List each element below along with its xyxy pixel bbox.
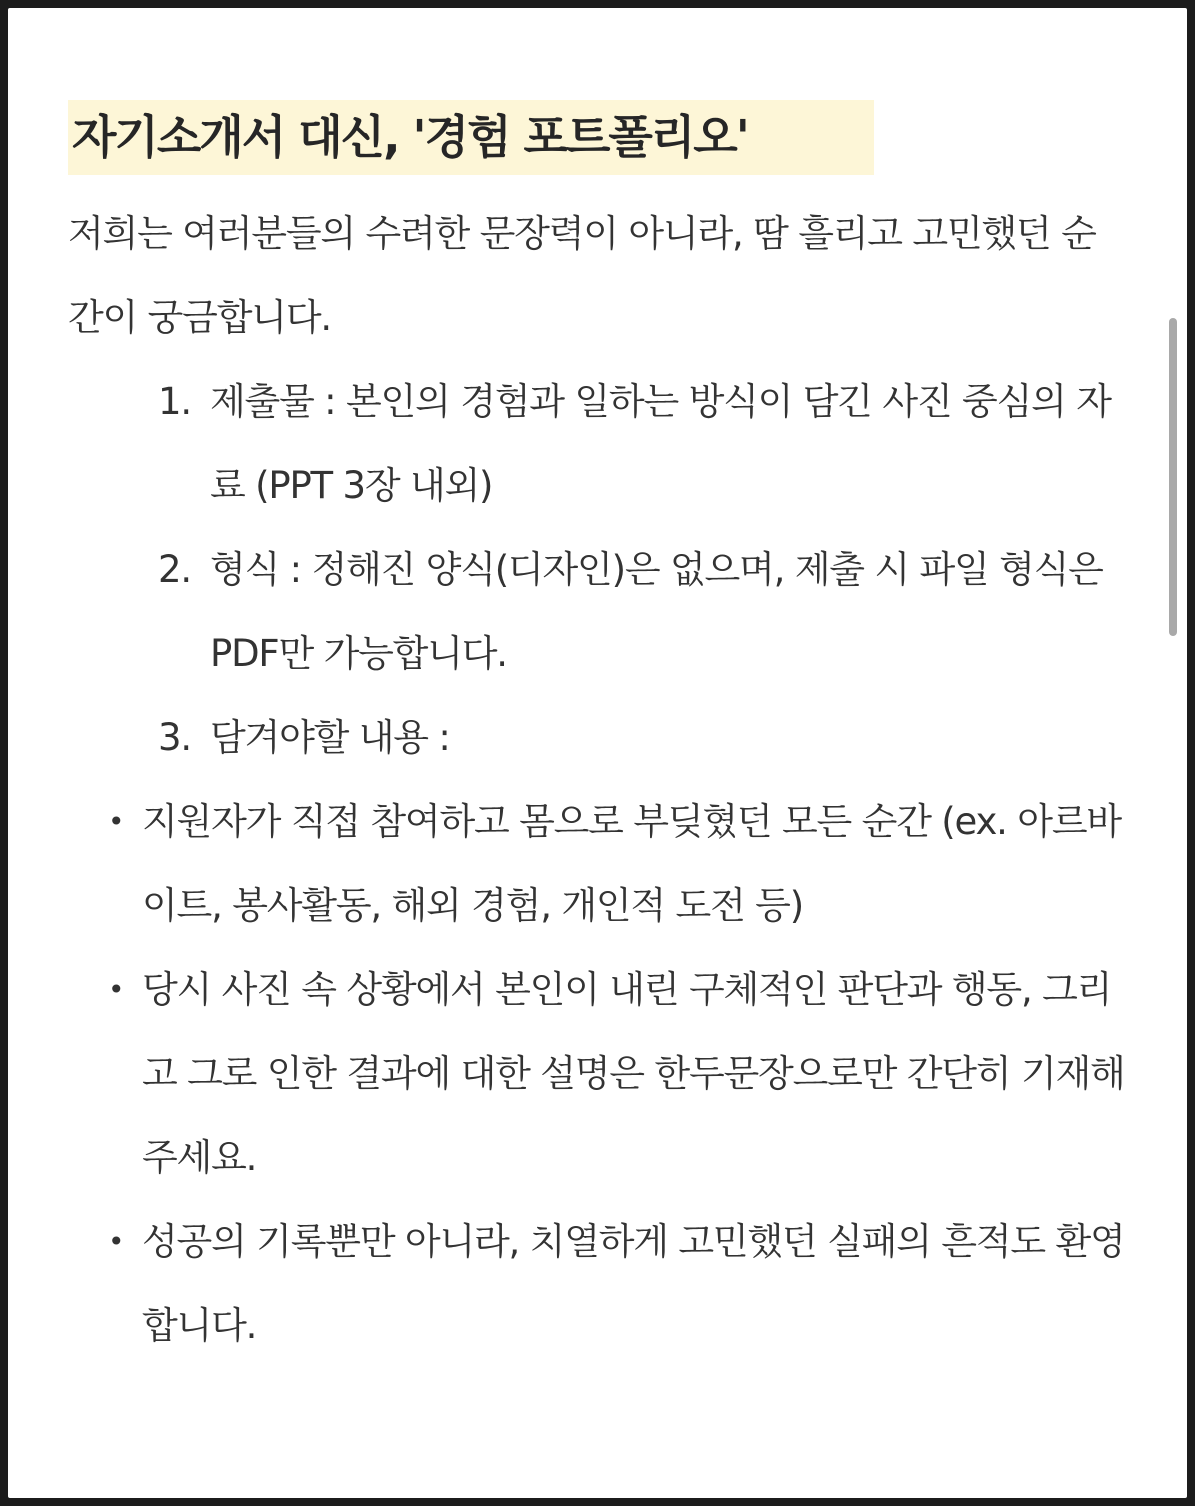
vertical-scrollbar[interactable] bbox=[1169, 318, 1177, 636]
bullet-item-text: 지원자가 직접 참여하고 몸으로 부딪혔던 모든 순간 (ex. 아르바이트, 봉사활동, 해외 경험, 개인적 도전 등) bbox=[142, 800, 1121, 927]
list-number: 2. bbox=[158, 548, 191, 591]
bullet-item-text: 당시 사진 속 상황에서 본인이 내린 구체적인 판단과 행동, 그리고 그로 인한 결과에 대한 설명은 한두문장으로만 간단히 기재해주세요. bbox=[142, 968, 1125, 1179]
bullet-list bbox=[108, 780, 1128, 1368]
bullet-item bbox=[108, 948, 1128, 1200]
list-item bbox=[158, 696, 1118, 780]
bullet-item bbox=[108, 1200, 1128, 1368]
section-title: 자기소개서 대신, '경험 포트폴리오' bbox=[68, 100, 874, 175]
list-item bbox=[158, 360, 1118, 528]
list-item-text: 담겨야할 내용 : bbox=[210, 716, 450, 759]
bullet-icon: • bbox=[108, 1225, 124, 1258]
numbered-list bbox=[158, 360, 1118, 780]
list-item-text: 제출물 : 본인의 경험과 일하는 방식이 담긴 사진 중심의 자료 (PPT 3장 내외) bbox=[210, 380, 1111, 507]
list-item-text: 형식 : 정해진 양식(디자인)은 없으며, 제출 시 파일 형식은 PDF만 가능합니다. bbox=[210, 548, 1103, 675]
bullet-icon: • bbox=[108, 973, 124, 1006]
bullet-item bbox=[108, 780, 1128, 948]
list-item bbox=[158, 528, 1118, 696]
list-number: 1. bbox=[158, 380, 191, 423]
intro-paragraph: 저희는 여러분들의 수려한 문장력이 아니라, 땀 흘리고 고민했던 순간이 궁금합니다. bbox=[68, 212, 1096, 339]
bullet-icon: • bbox=[108, 805, 124, 838]
document-window bbox=[8, 8, 1187, 1498]
bullet-item-text: 성공의 기록뿐만 아니라, 치열하게 고민했던 실패의 흔적도 환영합니다. bbox=[142, 1220, 1125, 1347]
list-number: 3. bbox=[158, 716, 191, 759]
